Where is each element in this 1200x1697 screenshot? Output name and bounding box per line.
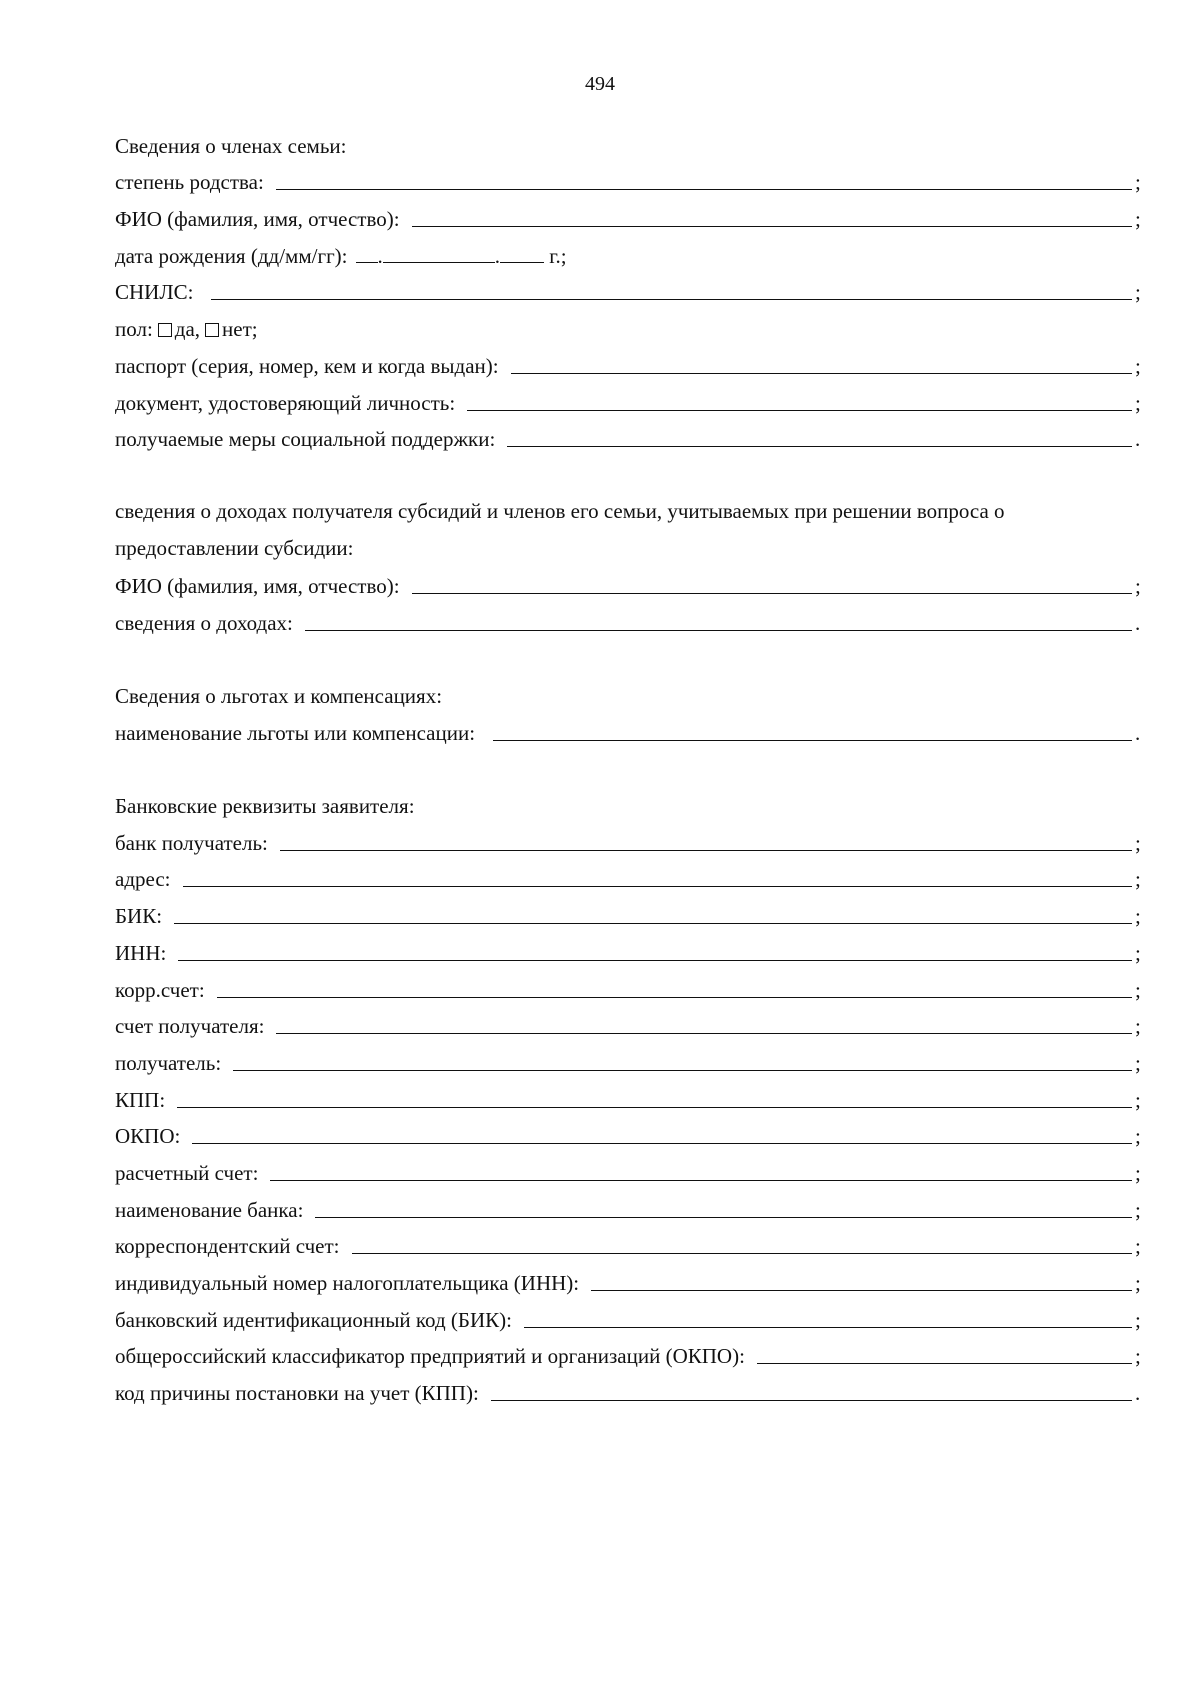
bank-field-end: ; xyxy=(1135,1124,1141,1149)
income-row xyxy=(115,603,1143,640)
income-fio-label: ФИО (фамилия, имя, отчество): xyxy=(115,573,400,598)
bank-okpo-field[interactable] xyxy=(192,1142,1132,1144)
birthdate-separator-2: . xyxy=(494,243,501,268)
birthdate-label: дата рождения (дд/мм/гг): xyxy=(115,243,348,268)
bank-field-end: ; xyxy=(1135,1197,1141,1222)
bank-field-label: код причины постановки на учет (КПП): xyxy=(115,1381,479,1406)
bank-field-row xyxy=(115,933,1143,970)
income-heading-text: сведения о доходах получателя субсидий и членов его семьи, учитываемых при решении вопроса о предоставлении субсидии: xyxy=(115,498,1005,560)
income-fio-row xyxy=(115,566,1143,603)
family-fio-field[interactable] xyxy=(412,225,1132,227)
bank-field-label: индивидуальный номер налогоплательщика (ИНН): xyxy=(115,1271,580,1296)
support-field[interactable] xyxy=(507,445,1132,447)
bank-field-end: ; xyxy=(1135,1271,1141,1296)
snils-field[interactable] xyxy=(211,298,1132,300)
bank-field-label: банковский идентификационный код (БИК): xyxy=(115,1307,512,1332)
support-end: . xyxy=(1135,427,1141,452)
bank-settlement-account-field[interactable] xyxy=(270,1179,1132,1181)
bank-field-end: . xyxy=(1135,1381,1141,1406)
bank-field-row xyxy=(115,1153,1143,1190)
bank-field-end: ; xyxy=(1135,904,1141,929)
bank-heading-text: Банковские реквизиты заявителя: xyxy=(115,794,415,819)
family-heading-text: Сведения о членах семьи: xyxy=(115,133,347,158)
benefit-name-row xyxy=(115,713,1143,750)
bank-field-row xyxy=(115,1227,1143,1264)
bank-section-heading xyxy=(115,786,1143,823)
bank-field-row xyxy=(115,1373,1143,1410)
bank-field-end: ; xyxy=(1135,867,1141,892)
bank-field-row xyxy=(115,1043,1143,1080)
relation-field[interactable] xyxy=(276,188,1132,190)
passport-label: паспорт (серия, номер, кем и когда выдан): xyxy=(115,353,499,378)
bank-field-row xyxy=(115,823,1143,860)
bank-field-label: корреспондентский счет: xyxy=(115,1234,340,1259)
form-body xyxy=(115,126,1143,1410)
passport-field[interactable] xyxy=(511,372,1132,374)
gender-no-checkbox[interactable] xyxy=(205,323,219,337)
family-fio-label: ФИО (фамилия, имя, отчество): xyxy=(115,207,400,232)
benefit-name-field[interactable] xyxy=(493,739,1132,741)
bank-field-row xyxy=(115,1300,1143,1337)
bank-bik-field[interactable] xyxy=(174,922,1132,924)
benefit-name-label: наименование льготы или компенсации: xyxy=(115,720,476,745)
bank-taxpayer-number-field[interactable] xyxy=(591,1289,1132,1291)
family-section-heading xyxy=(115,126,1143,163)
bank-field-row xyxy=(115,1190,1143,1227)
family-fio-end: ; xyxy=(1135,207,1141,232)
bank-field-label: общероссийский классификатор предприятий и организаций (ОКПО): xyxy=(115,1344,745,1369)
bank-field-label: БИК: xyxy=(115,904,163,929)
bank-field-label: банк получатель: xyxy=(115,830,268,855)
bank-name-field[interactable] xyxy=(315,1216,1132,1218)
page-number: 494 xyxy=(585,73,615,95)
relation-row xyxy=(115,163,1143,200)
support-row xyxy=(115,420,1143,457)
bank-okpo-classifier-field[interactable] xyxy=(757,1362,1132,1364)
bank-correspondent-account-field[interactable] xyxy=(352,1252,1133,1254)
gender-yes-label: да, xyxy=(174,317,201,342)
id-document-row xyxy=(115,383,1143,420)
bank-kpp-field[interactable] xyxy=(177,1106,1132,1108)
bank-field-row xyxy=(115,1337,1143,1374)
bank-field-end: ; xyxy=(1135,1344,1141,1369)
birthdate-separator-1: . xyxy=(377,243,383,268)
gender-row xyxy=(115,309,1143,346)
bank-field-end: ; xyxy=(1135,940,1141,965)
benefits-section-heading xyxy=(115,676,1143,713)
gender-no-label: нет; xyxy=(222,317,258,342)
bank-inn-field[interactable] xyxy=(178,959,1132,961)
birthdate-day-field[interactable] xyxy=(356,261,378,263)
family-fio-row xyxy=(115,199,1143,236)
bank-field-end: ; xyxy=(1135,1160,1141,1185)
bank-field-label: КПП: xyxy=(115,1087,166,1112)
bank-field-row xyxy=(115,1263,1143,1300)
bank-field-end: ; xyxy=(1135,977,1141,1002)
snils-row xyxy=(115,273,1143,310)
relation-end: ; xyxy=(1135,170,1141,195)
bank-field-row xyxy=(115,1080,1143,1117)
snils-label: СНИЛС: xyxy=(115,280,194,305)
support-label: получаемые меры социальной поддержки: xyxy=(115,427,496,452)
income-section-heading xyxy=(115,493,1143,566)
bank-field-label: корр.счет: xyxy=(115,977,205,1002)
bank-field-label: расчетный счет: xyxy=(115,1160,259,1185)
snils-end: ; xyxy=(1135,280,1141,305)
birthdate-year-field[interactable] xyxy=(500,261,544,263)
bank-recipient-bank-field[interactable] xyxy=(280,849,1132,851)
bank-field-end: ; xyxy=(1135,1234,1141,1259)
passport-end: ; xyxy=(1135,353,1141,378)
bank-field-label: адрес: xyxy=(115,867,171,892)
bank-field-row xyxy=(115,896,1143,933)
birthdate-month-field[interactable] xyxy=(383,261,495,263)
id-document-label: документ, удостоверяющий личность: xyxy=(115,390,456,415)
relation-label: степень родства: xyxy=(115,170,264,195)
bank-field-end: ; xyxy=(1135,1014,1141,1039)
bank-field-label: наименование банка: xyxy=(115,1197,304,1222)
passport-row xyxy=(115,346,1143,383)
bank-field-end: ; xyxy=(1135,830,1141,855)
bank-kpp-reason-code-field[interactable] xyxy=(491,1399,1132,1401)
income-fio-field[interactable] xyxy=(412,592,1132,594)
income-end: . xyxy=(1135,610,1141,635)
bank-field-label: счет получателя: xyxy=(115,1014,265,1039)
id-document-field[interactable] xyxy=(467,409,1132,411)
bank-field-end: ; xyxy=(1135,1050,1141,1075)
bank-field-row xyxy=(115,860,1143,897)
income-field[interactable] xyxy=(305,629,1132,631)
benefits-heading-text: Сведения о льготах и компенсациях: xyxy=(115,684,443,709)
bank-field-label: ОКПО: xyxy=(115,1124,181,1149)
birthdate-suffix: г.; xyxy=(549,243,567,268)
bank-field-row xyxy=(115,970,1143,1007)
id-document-end: ; xyxy=(1135,390,1141,415)
bank-field-label: получатель: xyxy=(115,1050,222,1075)
gender-yes-checkbox[interactable] xyxy=(158,323,172,337)
bank-identification-code-field[interactable] xyxy=(524,1326,1132,1328)
bank-field-row xyxy=(115,1007,1143,1044)
birthdate-row xyxy=(115,236,1143,273)
bank-field-row xyxy=(115,1117,1143,1154)
bank-corr-account-field[interactable] xyxy=(217,996,1132,998)
bank-recipient-field[interactable] xyxy=(233,1069,1132,1071)
benefit-name-end: . xyxy=(1135,720,1141,745)
bank-address-field[interactable] xyxy=(183,885,1132,887)
bank-field-end: ; xyxy=(1135,1087,1141,1112)
income-fio-end: ; xyxy=(1135,573,1141,598)
bank-field-label: ИНН: xyxy=(115,940,167,965)
bank-recipient-account-field[interactable] xyxy=(276,1032,1132,1034)
bank-field-end: ; xyxy=(1135,1307,1141,1332)
gender-label: пол: xyxy=(115,317,153,342)
income-label: сведения о доходах: xyxy=(115,610,293,635)
